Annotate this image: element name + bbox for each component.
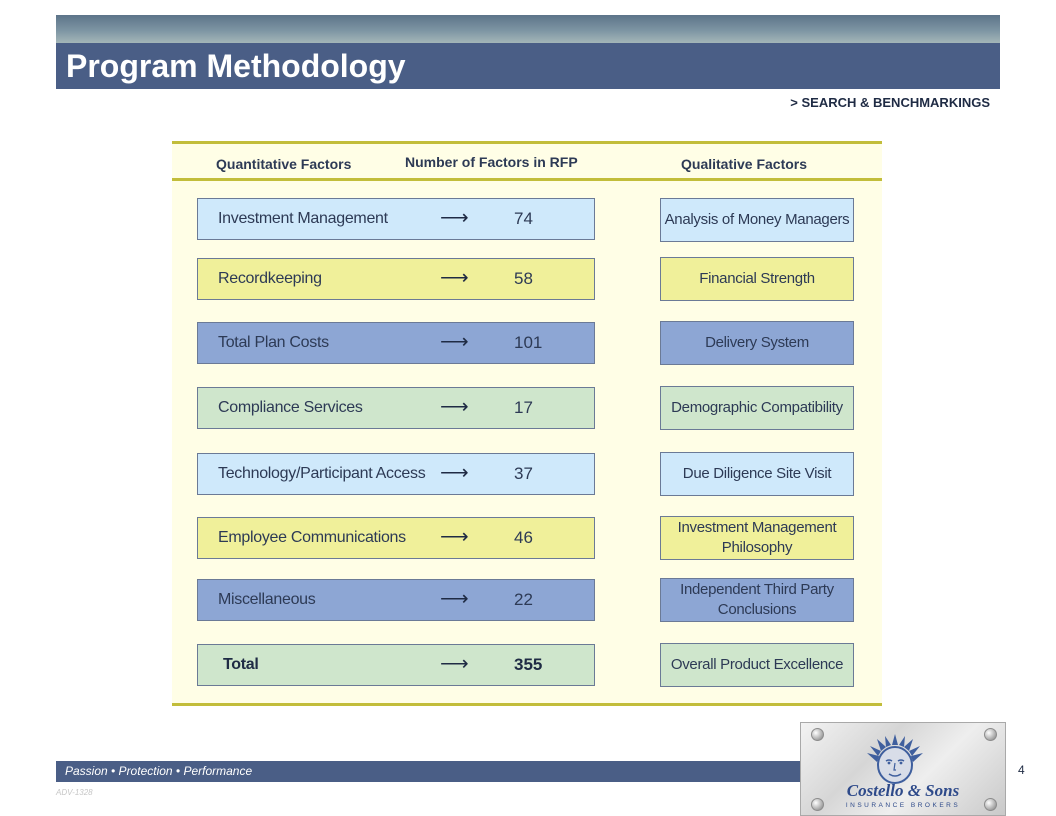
- qualitative-box: Due Diligence Site Visit: [660, 452, 854, 496]
- company-logo: [800, 722, 1006, 816]
- panel-header-rule: [172, 178, 882, 181]
- right-arrow-icon: ⟶: [440, 526, 469, 548]
- factor-label: Recordkeeping: [218, 270, 322, 287]
- factor-label: Employee Communications: [218, 529, 406, 546]
- factor-row-employee-communications: [197, 517, 595, 559]
- title-banner: [56, 15, 1000, 89]
- sun-face-icon: [865, 733, 925, 787]
- page-title: Program Methodology: [66, 48, 406, 84]
- factor-label: Total Plan Costs: [218, 334, 329, 351]
- right-arrow-icon: ⟶: [440, 462, 469, 484]
- logo-company-name: Costello & Sons: [846, 781, 960, 800]
- screw-icon: [811, 728, 824, 741]
- footer-bar: [56, 761, 810, 782]
- factor-row-miscellaneous: [197, 579, 595, 621]
- factor-count: 74: [514, 209, 533, 228]
- qualitative-box: Independent Third Party Conclusions: [660, 578, 854, 622]
- factor-count: 46: [514, 528, 533, 547]
- document-code: ADV-1328: [56, 788, 93, 797]
- panel-top-rule: [172, 141, 882, 144]
- header-quantitative-factors: Quantitative Factors: [216, 156, 352, 172]
- factor-row-technology-participant-access: [197, 453, 595, 495]
- factor-count: 37: [514, 464, 533, 483]
- qualitative-box: Investment Management Philosophy: [660, 516, 854, 560]
- logo-subtitle: INSURANCE BROKERS: [845, 802, 961, 809]
- right-arrow-icon: ⟶: [440, 588, 469, 610]
- factor-count: 101: [514, 333, 543, 352]
- factor-label: Miscellaneous: [218, 591, 316, 608]
- page-number: 4: [1018, 763, 1025, 777]
- banner-gradient-strip: [56, 15, 1000, 43]
- right-arrow-icon: ⟶: [440, 267, 469, 289]
- right-arrow-icon: ⟶: [440, 331, 469, 353]
- section-tag: > SEARCH & BENCHMARKINGS: [790, 95, 990, 110]
- footer-tagline: Passion • Protection • Performance: [65, 764, 253, 778]
- factor-row-total: [197, 644, 595, 686]
- factor-row-recordkeeping: [197, 258, 595, 300]
- right-arrow-icon: ⟶: [440, 653, 469, 675]
- qualitative-box: Overall Product Excellence: [660, 643, 854, 687]
- header-qualitative-factors: Qualitative Factors: [681, 156, 808, 172]
- total-count: 355: [514, 655, 543, 674]
- qualitative-box: Delivery System: [660, 321, 854, 365]
- qualitative-box: Financial Strength: [660, 257, 854, 301]
- qualitative-box: Analysis of Money Managers: [660, 198, 854, 242]
- factor-count: 17: [514, 398, 533, 417]
- screw-icon: [984, 728, 997, 741]
- right-arrow-icon: ⟶: [440, 207, 469, 229]
- factor-row-total-plan-costs: [197, 322, 595, 364]
- panel-bottom-rule: [172, 703, 882, 706]
- banner-main: [56, 43, 1000, 89]
- total-label: Total: [223, 656, 259, 673]
- factor-count: 22: [514, 590, 533, 609]
- factor-label: Investment Management: [218, 210, 388, 227]
- factor-count: 58: [514, 269, 533, 288]
- header-number-of-factors: Number of Factors in RFP: [405, 154, 578, 170]
- factor-label: Compliance Services: [218, 399, 363, 416]
- right-arrow-icon: ⟶: [440, 396, 469, 418]
- qualitative-box: Demographic Compatibility: [660, 386, 854, 430]
- factor-label: Technology/Participant Access: [218, 465, 426, 482]
- factor-row-compliance-services: [197, 387, 595, 429]
- factor-row-investment-management: [197, 198, 595, 240]
